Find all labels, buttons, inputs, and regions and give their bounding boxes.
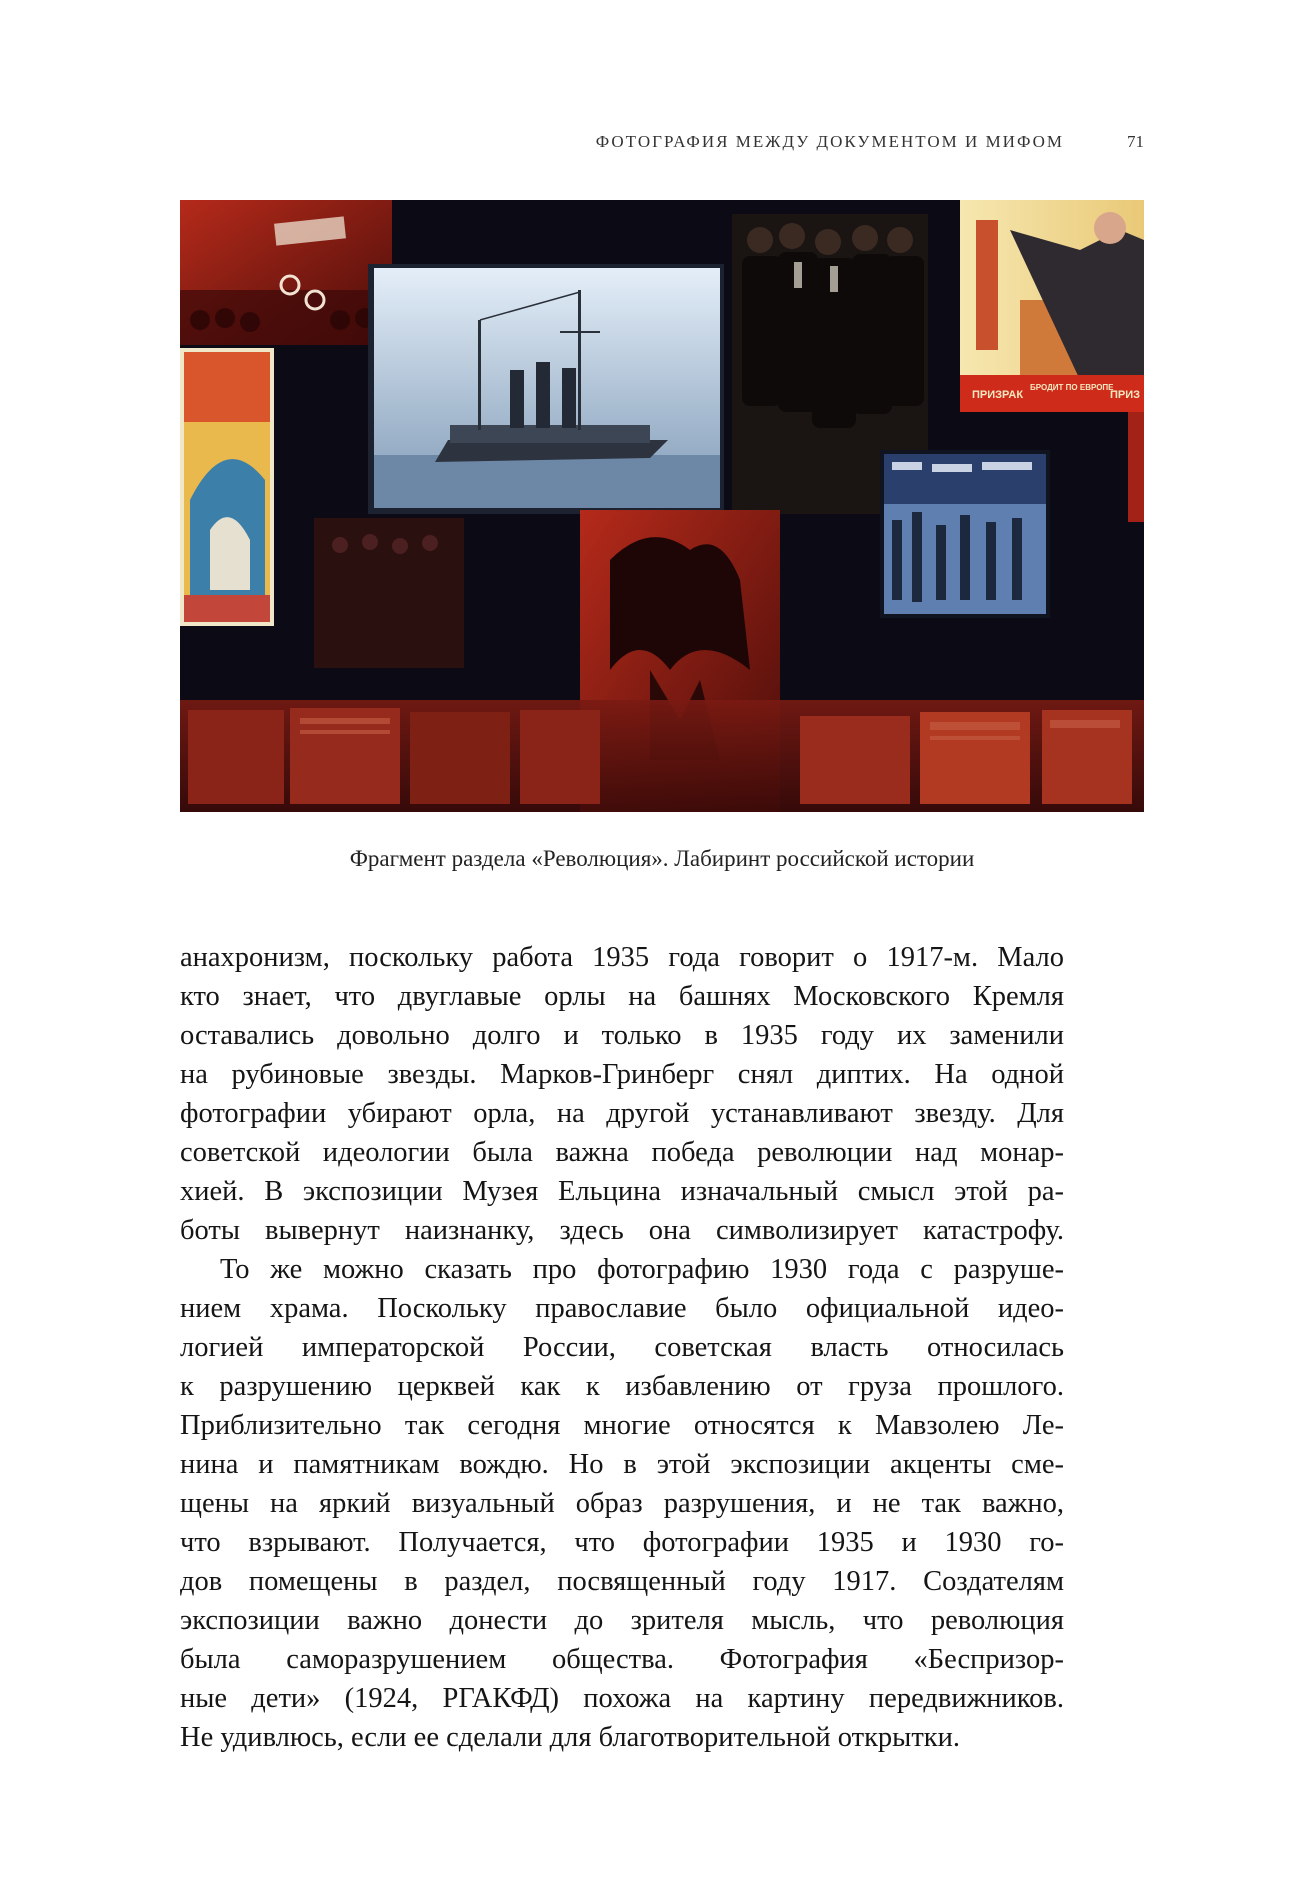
text-line: была саморазрушением общества. Фотография «Беспризор- xyxy=(180,1644,1064,1675)
paragraph-2 xyxy=(180,1250,1064,1757)
text-line: на рубиновые звезды. Марков-Гринберг снял диптих. На одной xyxy=(180,1059,1064,1090)
text-line: хией. В экспозиции Музея Ельцина изначальный смысл этой ра- xyxy=(180,1176,1064,1207)
dark-group-photo xyxy=(314,518,464,668)
text-line: анахронизм, поскольку работа 1935 года говорит о 1917-м. Мало xyxy=(180,942,1064,973)
text-line: нина и памятникам вождю. Но в этой экспозиции акценты сме- xyxy=(180,1449,1064,1480)
text-line: экспозиции важно донести до зрителя мысль, что революция xyxy=(180,1605,1064,1636)
text-line: Приблизительно так сегодня многие относятся к Мавзолею Ле- xyxy=(180,1410,1064,1441)
text-line: дов помещены в раздел, посвященный году 1917. Создателям xyxy=(180,1566,1064,1597)
paragraph-1 xyxy=(180,938,1064,1250)
text-line: боты вывернут наизнанку, здесь она символизирует катастрофу. xyxy=(180,1215,1064,1246)
text-line: фотографии убирают орла, на другой устанавливают звезду. Для xyxy=(180,1098,1064,1129)
newspaper-displays xyxy=(180,700,1144,812)
page-number: 71 xyxy=(1127,132,1144,151)
exhibition-photo xyxy=(180,200,1144,812)
figure-caption: Фрагмент раздела «Революция». Лабиринт российской истории xyxy=(349,846,975,871)
text-line: логией императорской России, советская власть относилась xyxy=(180,1332,1064,1363)
revolution-poster-left xyxy=(180,348,274,626)
text-line: Не удивлюсь, если ее сделали для благотворительной открытки. xyxy=(180,1722,961,1753)
text-line: оставались довольно долго и только в 1935 году их заменили xyxy=(180,1020,1064,1051)
text-line: советской идеологии была важна победа революции над монар- xyxy=(180,1137,1064,1168)
text-line: кто знает, что двуглавые орлы на башнях Московского Кремля xyxy=(180,981,1064,1012)
text-line: щены на яркий визуальный образ разрушения, и не так важно, xyxy=(180,1488,1064,1519)
poster-text-3: ПРИЗ xyxy=(1110,389,1141,401)
running-title: ФОТОГРАФИЯ МЕЖДУ ДОКУМЕНТОМ И МИФОМ xyxy=(595,132,1064,151)
poster-text-1: ПРИЗРАК xyxy=(972,389,1024,401)
text-line: То же можно сказать про фотографию 1930 года с разруше- xyxy=(220,1254,1064,1285)
red-strip-right xyxy=(1128,412,1144,522)
crowd-screen-blue xyxy=(880,450,1050,618)
text-line: к разрушению церквей как к избавлению от груза прошлого. xyxy=(180,1371,1064,1402)
text-line: что взрывают. Получается, что фотографии 1935 и 1930 го- xyxy=(180,1527,1064,1558)
poster-text-2: БРОДИТ ПО ЕВРОПЕ xyxy=(1030,383,1114,392)
text-line: ные дети» (1924, РГАКФД) похожа на картину передвижников. xyxy=(180,1683,1064,1714)
running-head xyxy=(180,132,1144,158)
text-line: нием храма. Поскольку православие было официальной идео- xyxy=(180,1293,1064,1324)
body-text xyxy=(180,938,1064,1757)
cruiser-aurora-screen xyxy=(368,264,724,514)
crowd-photo-red xyxy=(180,200,392,345)
lenin-poster xyxy=(960,200,1144,412)
exhibition-collage xyxy=(180,200,1144,812)
